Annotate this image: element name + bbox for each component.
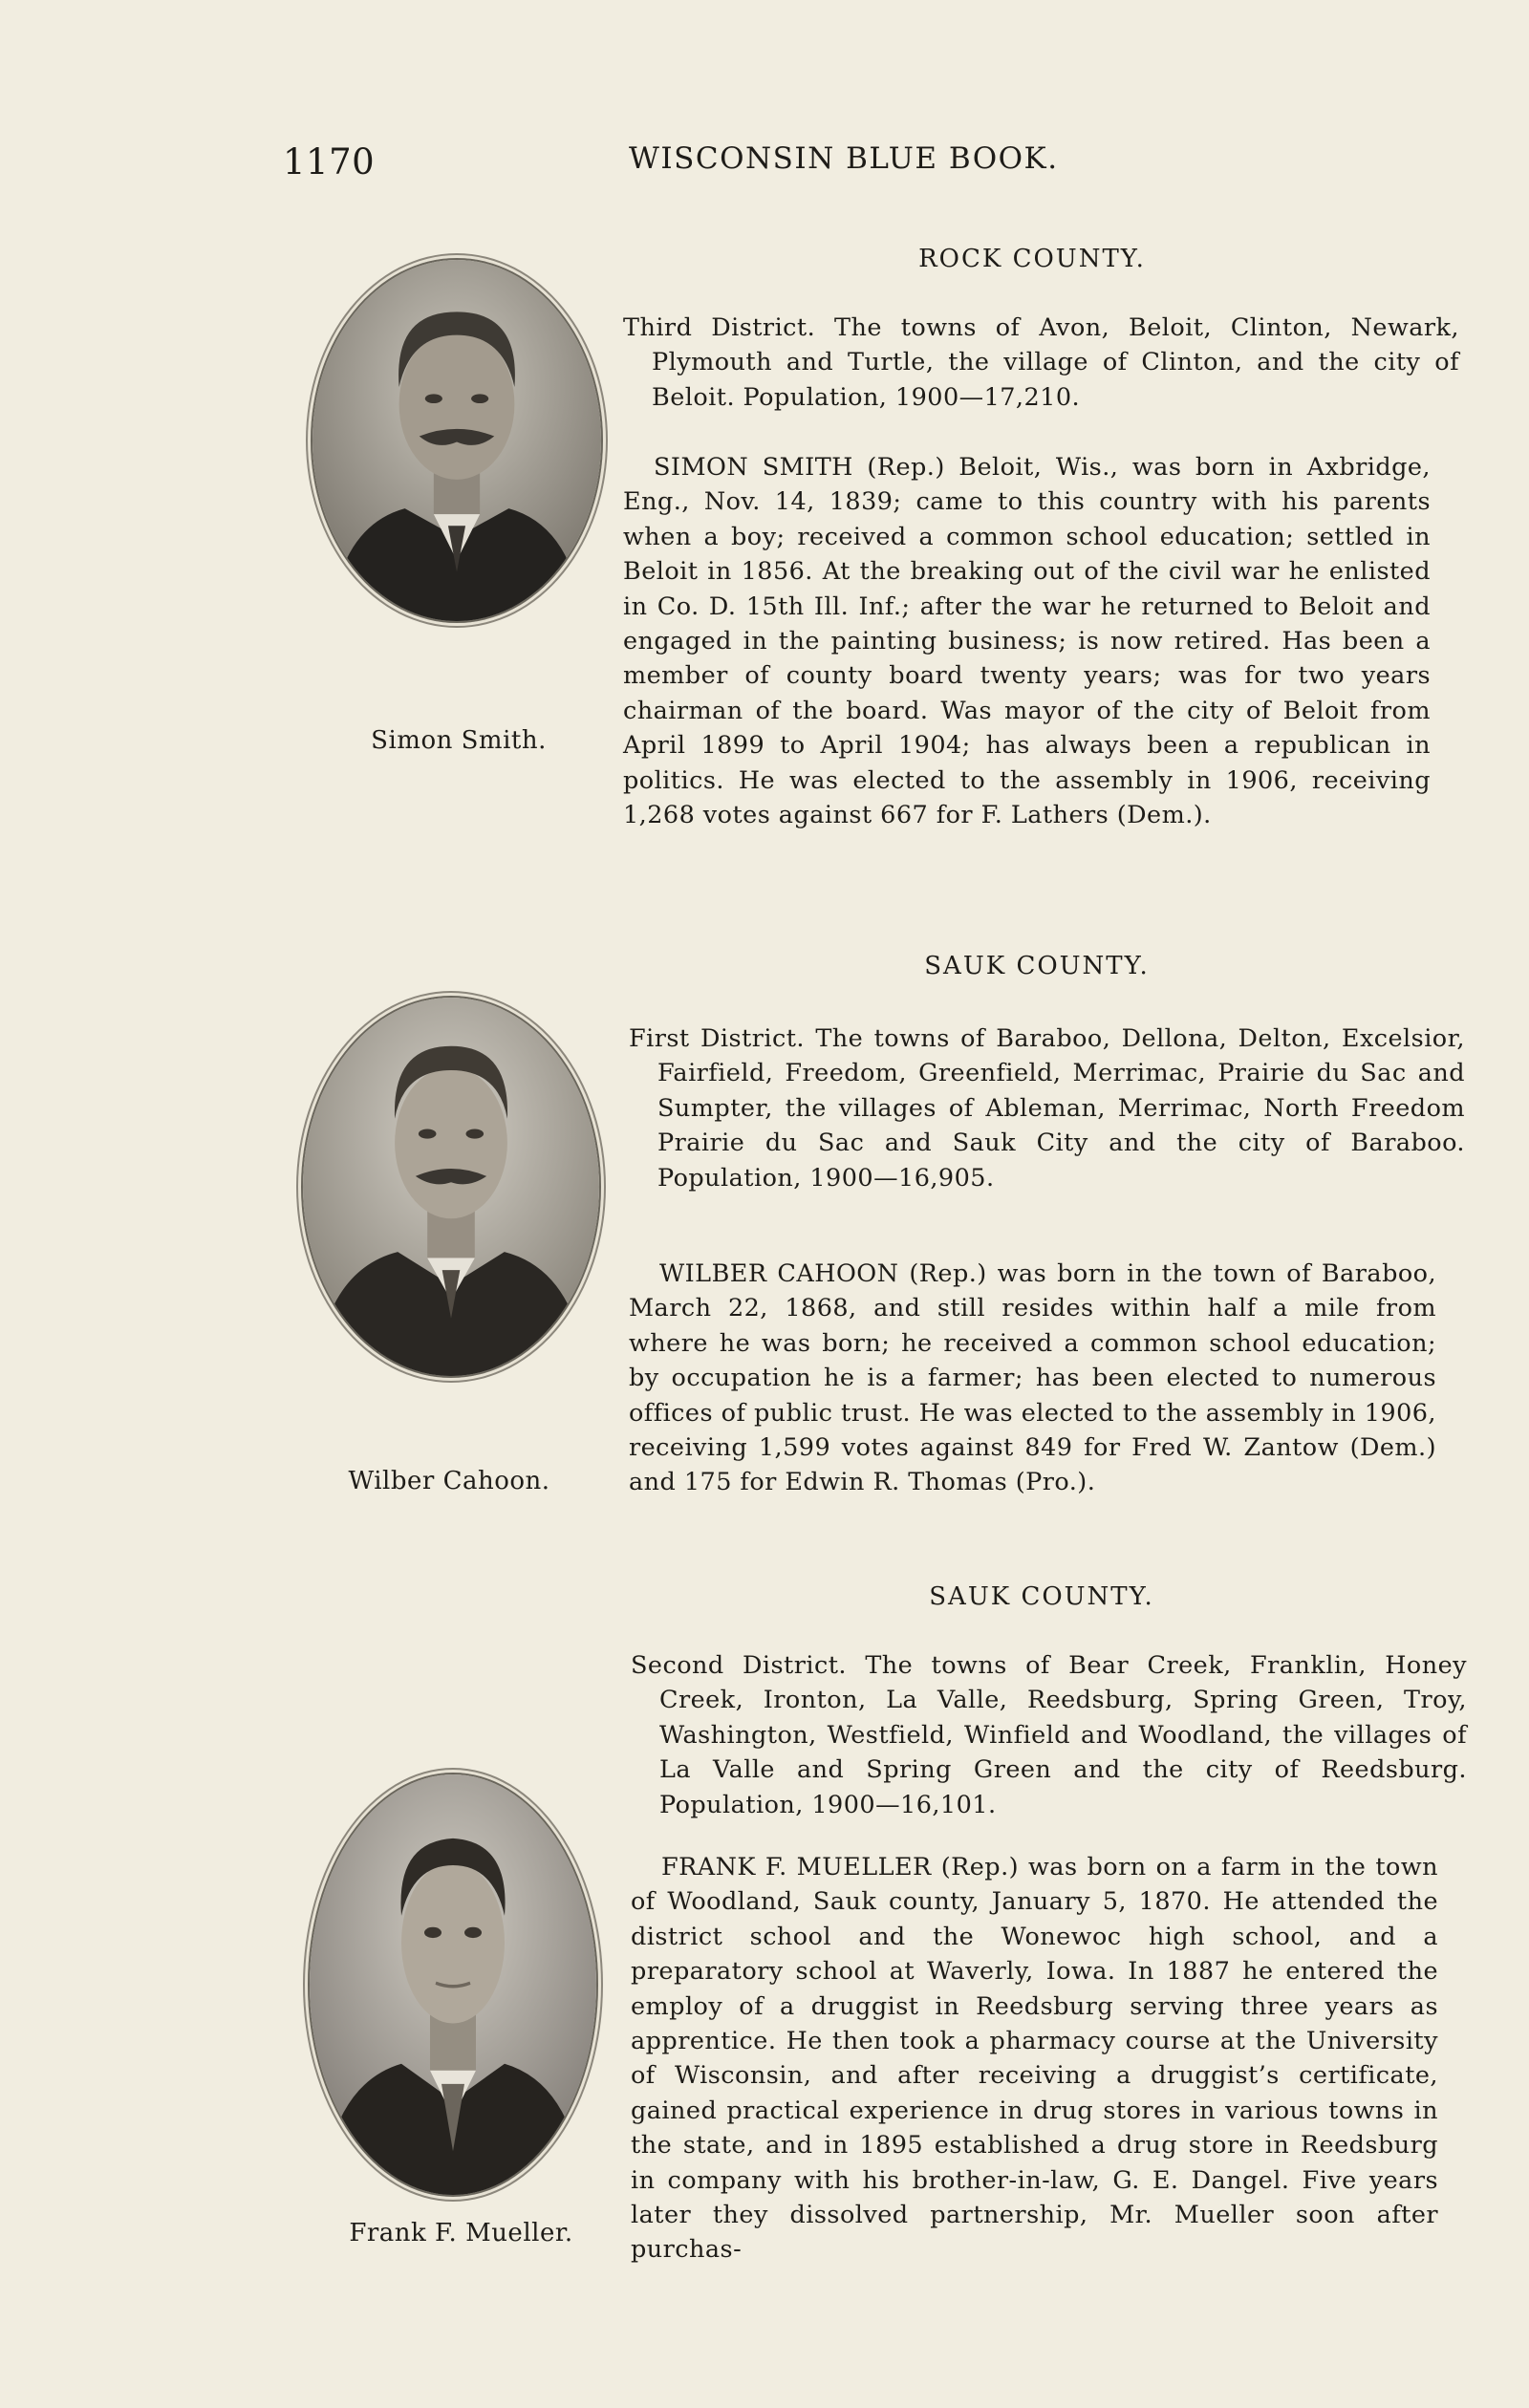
section-heading: SAUK COUNTY. — [924, 952, 1150, 980]
biography: WILBER CAHOON (Rep.) was born in the town of Baraboo, March 22, 1868, and still resides within half a mile from where he was born; he received a common school education; by occupation he is a farmer; has been elected to numerous offices of public trust. He was elected to the assembly in 1906, receiving 1,599 votes against 849 for Fred W. Zantow (Dem.) and 175 for Edwin R. Thomas (Pro.). — [629, 1259, 1436, 1497]
portrait-caption: Frank F. Mueller. — [349, 2219, 573, 2247]
district-description: Third District. The towns of Avon, Beloit, Clinton, Newark, Plymouth and Turtle, the village of Clinton, and the city of Beloit. Population, 1900—17,210. — [623, 313, 1459, 412]
portrait-simon-smith — [311, 258, 603, 623]
district-description: Second District. The towns of Bear Creek, Franklin, Honey Creek, Ironton, La Valle, Reedsburg, Spring Green, Troy, Washington, Westfield, Winfield and Woodland, the villages of La Valle and Spring Green and the city of Reedsburg. Population, 1900—16,101. — [631, 1651, 1467, 1819]
portrait-wilber-cahoon — [301, 996, 601, 1378]
page-header — [283, 141, 1449, 195]
section-heading: SAUK COUNTY. — [929, 1582, 1154, 1611]
portrait-photo — [312, 260, 601, 621]
biography: FRANK F. MUELLER (Rep.) was born on a farm in the town of Woodland, Sauk county, January 5, 1870. He attended the district school and the Wonewoc high school, and a preparatory school at Waverly, Iowa. In 1887 he entered the employ of a druggist in Reedsburg serving three years as apprentice. He then took a pharmacy course at the University of Wisconsin, and after receiving a druggist’s certificate, gained practical experience in drug stores in various towns in the state, and in 1895 established a drug store in Reedsburg in company with his brother-in-law, G. E. Dangel. Five years later they dissolved partnership, Mr. Mueller soon after purchas- — [631, 1853, 1438, 2265]
portrait-photo — [310, 1774, 596, 2195]
portrait-caption: Wilber Cahoon. — [348, 1467, 550, 1495]
portrait-photo — [303, 998, 599, 1376]
section-heading: ROCK COUNTY. — [918, 245, 1146, 273]
page-number: 1170 — [283, 141, 376, 183]
portrait-caption: Simon Smith. — [371, 726, 547, 755]
district-description: First District. The towns of Baraboo, Dellona, Delton, Excelsior, Fairfield, Freedom, Greenfield, Merrimac, Prairie du Sac and Sumpter, the villages of Ableman, Merrimac, North Freedom Prairie du Sac and Sauk City and the city of Baraboo. Population, 1900—16,905. — [629, 1024, 1465, 1193]
portrait-frank-f-mueller — [308, 1773, 598, 2197]
biography: SIMON SMITH (Rep.) Beloit, Wis., was born in Axbridge, Eng., Nov. 14, 1839; came to this country with his parents when a boy; received a common school education; settled in Beloit in 1856. At the breaking out of the civil war he enlisted in Co. D. 15th Ill. Inf.; after the war he returned to Beloit and engaged in the painting business; is now retired. Has been a member of county board twenty years; was for two years chairman of the board. Was mayor of the city of Beloit from April 1899 to April 1904; has always been a republican in politics. He was elected to the assembly in 1906, receiving 1,268 votes against 667 for F. Lathers (Dem.). — [623, 453, 1431, 830]
running-head: WISCONSIN BLUE BOOK. — [629, 141, 1059, 176]
